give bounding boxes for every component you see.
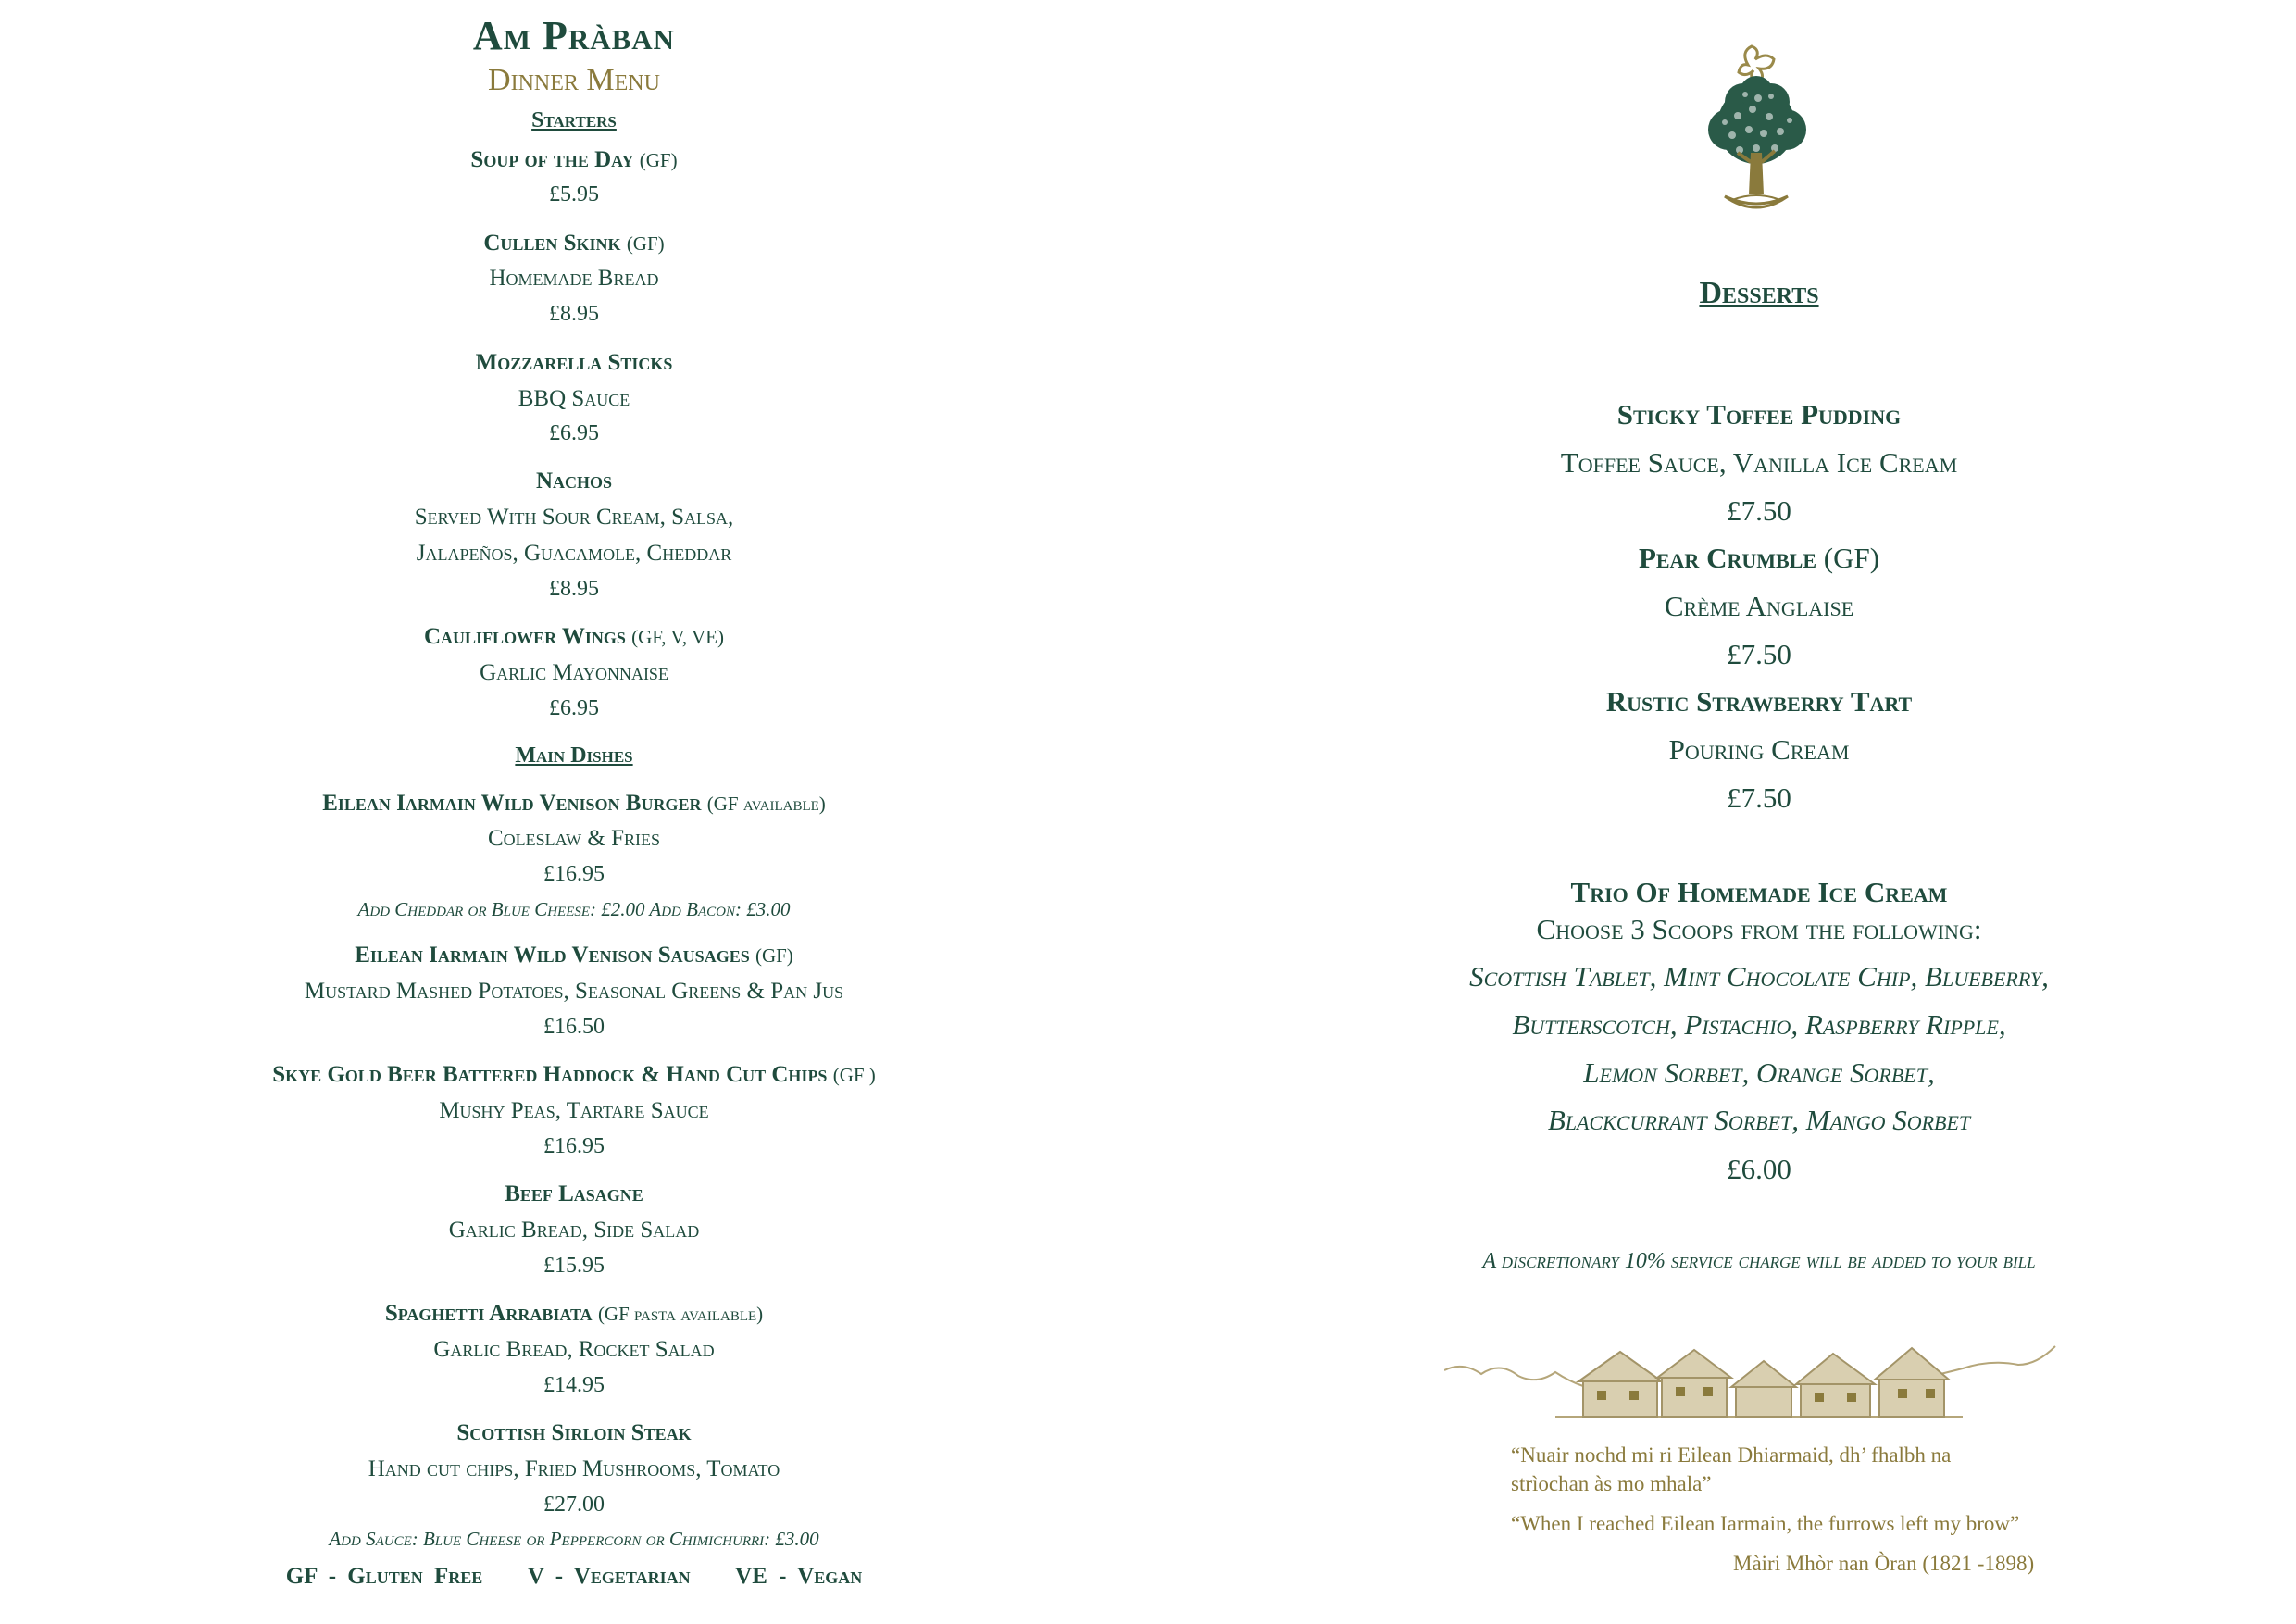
menu-item-price: £16.95 [543, 862, 605, 886]
menu-item-price: £8.95 [549, 302, 599, 326]
gaelic-quote-line: “Nuair nochd mi ri Eilean Dhiarmaid, dh’ fhalbh na [1511, 1443, 1952, 1467]
menu-item-name: Soup of the Day (GF) [470, 147, 678, 172]
menu-item-addon-note: Add Cheddar or Blue Cheese: £2.00 Add Bacon: £3.00 [357, 898, 791, 920]
dessert-price: £7.50 [1727, 781, 1791, 814]
menu-item-description: Garlic Bread, Rocket Salad [433, 1337, 715, 1362]
village-illustration [1444, 1333, 2074, 1435]
dessert-name: Rustic Strawberry Tart [1605, 685, 1913, 718]
menu-item-name: Nachos [535, 468, 613, 493]
english-quote: “When I reached Eilean Iarmain, the furrows left my brow” [1511, 1512, 2020, 1535]
menu-item-addon-note: Add Sauce: Blue Cheese or Peppercorn or Chimichurri: £3.00 [329, 1528, 819, 1550]
dessert-description: Toffee Sauce, Vanilla Ice Cream [1560, 446, 1958, 479]
gaelic-quote-line: strìochan às mo mhala” [1511, 1472, 1712, 1496]
dessert-price: £7.50 [1727, 494, 1791, 527]
dessert-description: Crème Anglaise [1664, 590, 1854, 622]
menu-item-price: £15.95 [543, 1254, 605, 1278]
menu-item-description: Hand cut chips, Fried Mushrooms, Tomato [368, 1456, 780, 1481]
menu-item-description: Homemade Bread [489, 266, 659, 291]
main-dishes-heading: Main Dishes [515, 743, 633, 768]
quote-attribution: Màiri Mhòr nan Òran (1821 -1898) [1733, 1552, 2035, 1575]
starters-heading: Starters [531, 108, 617, 132]
menu-item-name: Beef Lasagne [505, 1181, 643, 1206]
menu-item-name: Eilean Iarmain Wild Venison Burger (GF available) [322, 791, 826, 816]
menu-item-price: £16.50 [543, 1015, 605, 1039]
ice-cream-price: £6.00 [1727, 1153, 1791, 1185]
desserts-page [1352, 0, 2166, 1624]
legend-vegetarian: V - Vegetarian [527, 1564, 691, 1589]
ice-cream-flavours: Butterscotch, Pistachio, Raspberry Ripple, [1512, 1008, 2006, 1041]
menu-item-name: Mozzarella Sticks [475, 350, 673, 375]
dessert-name: Pear Crumble (GF) [1638, 542, 1880, 574]
ice-cream-description: Choose 3 Scoops from the following: [1536, 913, 1982, 945]
ice-cream-flavours: Blackcurrant Sorbet, Mango Sorbet [1547, 1104, 1971, 1136]
menu-item-name: Spaghetti Arrabiata (GF pasta available) [384, 1301, 764, 1326]
menu-item-name: Cauliflower Wings (GF, V, VE) [424, 624, 724, 649]
menu-item-description: Coleslaw & Fries [487, 826, 661, 851]
menu-item-price: £8.95 [549, 577, 599, 601]
menu-item-description: Garlic Bread, Side Salad [448, 1218, 700, 1243]
menu-item-price: £16.95 [543, 1134, 605, 1158]
menu-item-price: £5.95 [549, 182, 599, 206]
tree-logo [1697, 37, 1817, 213]
menu-item-name: Eilean Iarmain Wild Venison Sausages (GF) [355, 943, 793, 968]
menu-subtitle: Dinner Menu [488, 63, 660, 97]
legend-gluten-free: GF - Gluten Free [285, 1564, 483, 1589]
menu-item-description: Mushy Peas, Tartare Sauce [439, 1098, 709, 1123]
gaelic-quote [1511, 1441, 1951, 1498]
menu-item-price: £6.95 [549, 696, 599, 720]
menu-item-description: Mustard Mashed Potatoes, Seasonal Greens & Pan Jus [304, 979, 844, 1004]
restaurant-name: Am Pràban [472, 13, 676, 58]
menu-item-price: £14.95 [543, 1373, 605, 1397]
menu-item-price: £6.95 [549, 421, 599, 445]
menu-item-description: Jalapeños, Guacamole, Cheddar [416, 541, 732, 566]
menu-item-description: Served With Sour Cream, Salsa, [414, 505, 734, 530]
menu-item-name: Cullen Skink (GF) [483, 231, 665, 256]
dessert-price: £7.50 [1727, 638, 1791, 670]
ice-cream-name: Trio Of Homemade Ice Cream [1570, 876, 1948, 908]
service-charge-note: A discretionary 10% service charge will be added to your bill [1482, 1249, 2036, 1273]
ice-cream-flavours: Scottish Tablet, Mint Chocolate Chip, Blueberry, [1469, 960, 2049, 993]
menu-item-price: £27.00 [543, 1493, 605, 1517]
dessert-name: Sticky Toffee Pudding [1616, 398, 1902, 431]
dessert-description: Pouring Cream [1668, 733, 1850, 766]
ice-cream-flavours: Lemon Sorbet, Orange Sorbet, [1583, 1056, 1935, 1089]
desserts-heading: Desserts [1699, 276, 1819, 310]
legend-vegan: VE - Vegan [735, 1564, 863, 1589]
menu-item-name: Skye Gold Beer Battered Haddock & Hand Cut Chips (GF ) [272, 1062, 876, 1087]
dietary-legend [0, 1565, 1148, 1588]
menu-item-description: Garlic Mayonnaise [480, 660, 668, 685]
menu-item-name: Scottish Sirloin Steak [456, 1420, 692, 1445]
menu-item-description: BBQ Sauce [518, 386, 630, 411]
